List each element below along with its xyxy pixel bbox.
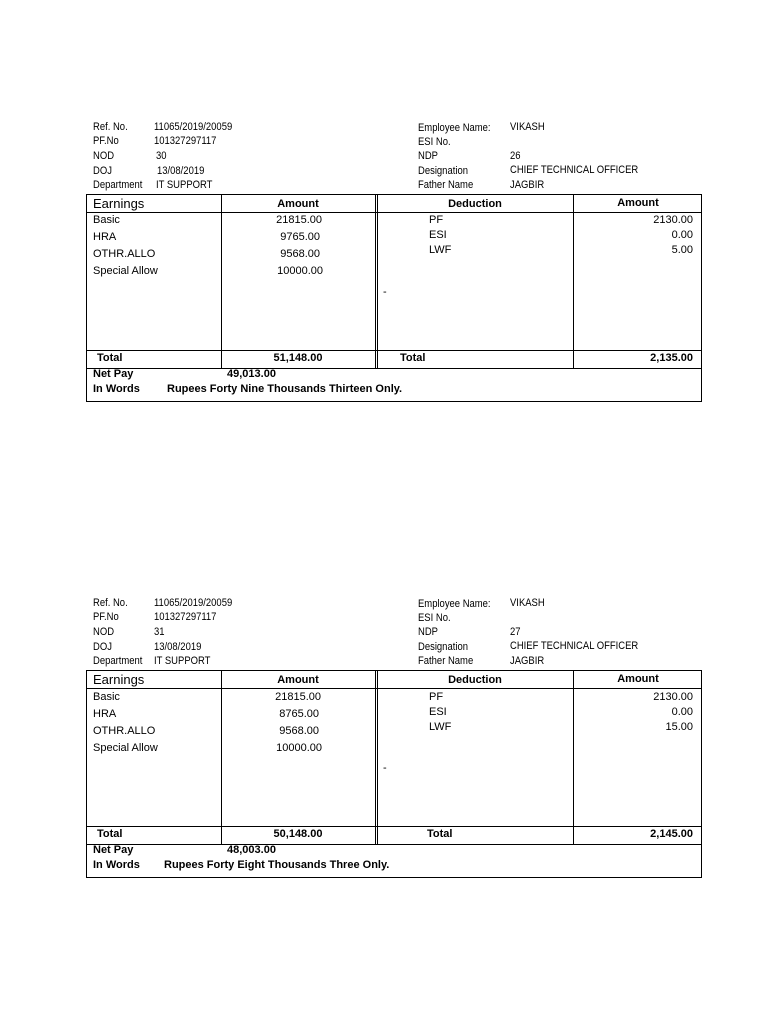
employee-name-value: VIKASH xyxy=(510,121,545,133)
in-words-value: Rupees Forty Eight Thousands Three Only. xyxy=(164,859,390,871)
earning-amount: 9568.00 xyxy=(279,725,319,737)
earnings-header: Earnings xyxy=(93,196,145,211)
net-pay-value: 49,013.00 xyxy=(227,368,276,380)
deduction-amount-header: Amount xyxy=(617,673,659,685)
deduction-amount: 2130.00 xyxy=(653,691,693,703)
pf-no-label: PF.No xyxy=(93,611,119,623)
salary-table xyxy=(86,194,702,402)
doj-value: 13/08/2019 xyxy=(154,641,202,653)
deduction-name: LWF xyxy=(429,244,452,256)
deductions-total-value: 2,135.00 xyxy=(650,352,693,364)
salary-table xyxy=(86,670,702,878)
earning-amount: 8765.00 xyxy=(279,708,319,720)
earning-name: Special Allow xyxy=(93,742,158,754)
nod-value: 31 xyxy=(154,626,165,638)
pf-no-value: 101327297117 xyxy=(154,135,217,147)
earnings-amount-header: Amount xyxy=(277,674,319,686)
earning-name: OTHR.ALLO xyxy=(93,725,156,737)
deduction-header: Deduction xyxy=(448,674,502,686)
designation-value: CHIEF TECHNICAL OFFICER xyxy=(510,640,639,652)
father-name-value: JAGBIR xyxy=(510,179,545,191)
column-divider xyxy=(377,671,378,845)
nod-label: NOD xyxy=(93,626,115,638)
nod-value: 30 xyxy=(156,150,167,162)
earning-amount: 9765.00 xyxy=(280,231,320,243)
earning-amount: 10000.00 xyxy=(277,265,323,277)
total-divider xyxy=(87,826,701,827)
earnings-header: Earnings xyxy=(93,672,145,687)
nod-label: NOD xyxy=(93,150,115,162)
header-divider xyxy=(87,212,701,213)
salary-slip-2 xyxy=(86,594,702,878)
ref-no-value: 11065/2019/20059 xyxy=(154,121,233,133)
earning-amount: 21815.00 xyxy=(275,691,321,703)
deduction-amount: 15.00 xyxy=(665,721,693,733)
earning-name: Special Allow xyxy=(93,265,158,277)
ref-no-label: Ref. No. xyxy=(93,121,128,133)
earning-name: Basic xyxy=(93,214,120,226)
department-value: IT SUPPORT xyxy=(154,655,211,667)
netpay-divider xyxy=(87,368,701,369)
net-pay-value: 48,003.00 xyxy=(227,844,276,856)
esi-no-label: ESI No. xyxy=(418,612,451,624)
net-pay-label: Net Pay xyxy=(93,844,134,856)
column-divider xyxy=(377,195,378,369)
earning-name: OTHR.ALLO xyxy=(93,248,156,260)
ndp-value: 26 xyxy=(510,150,521,162)
ndp-value: 27 xyxy=(510,626,521,638)
designation-label: Designation xyxy=(418,165,468,177)
designation-label: Designation xyxy=(418,641,468,653)
designation-value: CHIEF TECHNICAL OFFICER xyxy=(510,164,639,176)
deduction-amount: 2130.00 xyxy=(653,214,693,226)
column-divider xyxy=(375,671,376,845)
employee-details xyxy=(86,594,702,670)
column-divider xyxy=(375,195,376,369)
net-pay-label: Net Pay xyxy=(93,368,134,380)
earning-name: Basic xyxy=(93,691,120,703)
earnings-total-label: Total xyxy=(97,352,123,364)
employee-name-label: Employee Name: xyxy=(418,122,491,134)
employee-details xyxy=(86,118,702,194)
deduction-name: PF xyxy=(429,691,444,703)
department-value: IT SUPPORT xyxy=(156,179,213,191)
earning-name: HRA xyxy=(93,231,117,243)
earnings-amount-header: Amount xyxy=(277,198,319,210)
earnings-total-value: 51,148.00 xyxy=(273,352,323,364)
in-words-label: In Words xyxy=(93,859,140,871)
doj-label: DOJ xyxy=(93,165,112,177)
dash-mark: - xyxy=(383,762,387,774)
father-name-label: Father Name xyxy=(418,655,474,667)
employee-name-label: Employee Name: xyxy=(418,598,491,610)
department-label: Department xyxy=(93,655,143,667)
earning-amount: 21815.00 xyxy=(276,214,322,226)
esi-no-label: ESI No. xyxy=(418,136,451,148)
pf-no-label: PF.No xyxy=(93,135,119,147)
earning-amount: 10000.00 xyxy=(276,742,322,754)
ndp-label: NDP xyxy=(418,626,438,638)
pf-no-value: 101327297117 xyxy=(154,611,217,623)
deduction-amount: 5.00 xyxy=(671,244,693,256)
salary-slip-1 xyxy=(86,118,702,402)
ref-no-label: Ref. No. xyxy=(93,597,128,609)
deduction-amount-header: Amount xyxy=(617,197,659,209)
earnings-total-label: Total xyxy=(97,828,123,840)
header-divider xyxy=(87,688,701,689)
in-words-value: Rupees Forty Nine Thousands Thirteen Only. xyxy=(167,383,403,395)
dash-mark: - xyxy=(383,286,387,298)
in-words-label: In Words xyxy=(93,383,140,395)
deductions-total-value: 2,145.00 xyxy=(650,828,693,840)
deduction-amount: 0.00 xyxy=(671,706,693,718)
ndp-label: NDP xyxy=(418,150,438,162)
earnings-total-value: 50,148.00 xyxy=(273,828,323,840)
ref-no-value: 11065/2019/20059 xyxy=(154,597,233,609)
deduction-header: Deduction xyxy=(448,198,502,210)
employee-name-value: VIKASH xyxy=(510,597,545,609)
deductions-total-label: Total xyxy=(427,828,453,840)
netpay-divider xyxy=(87,844,701,845)
deduction-name: PF xyxy=(429,214,444,226)
doj-value: 13/08/2019 xyxy=(157,165,205,177)
deduction-name: LWF xyxy=(429,721,452,733)
father-name-value: JAGBIR xyxy=(510,655,545,667)
earning-name: HRA xyxy=(93,708,117,720)
deduction-name: ESI xyxy=(429,706,447,718)
earning-amount: 9568.00 xyxy=(280,248,320,260)
total-divider xyxy=(87,350,701,351)
doj-label: DOJ xyxy=(93,641,112,653)
father-name-label: Father Name xyxy=(418,179,474,191)
deduction-amount: 0.00 xyxy=(671,229,693,241)
deduction-name: ESI xyxy=(429,229,447,241)
deductions-total-label: Total xyxy=(400,352,426,364)
department-label: Department xyxy=(93,179,143,191)
